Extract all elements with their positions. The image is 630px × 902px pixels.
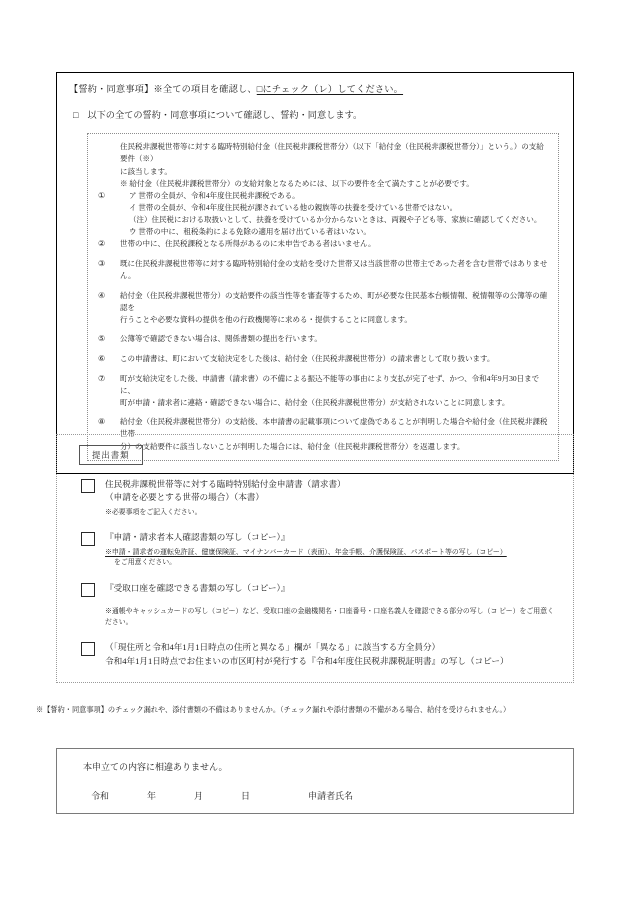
pledge-item-4-number: ④ [98, 290, 106, 300]
document-row-3-line-0: 『受取口座を確認できる書類の写し（コピー）』 [105, 583, 290, 594]
applicant-name-label[interactable]: 申請者氏名 [308, 790, 354, 801]
pledge-item-2-line-0: 世帯の中に、住民税課税となる所得があるのに未申告である者はいません。 [120, 239, 376, 249]
pledge-item-1-number: ① [98, 190, 106, 200]
pledge-item-5-number: ⑤ [98, 334, 106, 343]
pledge-item-7-line-1: 町が申請・請求者に連絡・確認できない場合に、給付金（住民税非課税世帯分）が支給されないことに同意します。 [120, 398, 510, 408]
pledge-item-1-sub-0: ア 世帯の全員が、令和4年度住民税非課税である。 [129, 190, 300, 200]
document-row-2[interactable] [81, 531, 559, 569]
era-label: 令和 [91, 790, 110, 801]
submission-documents-box [56, 434, 574, 683]
document-row-4-line-1: 令和4年1月1日時点でお住まいの市区町村が発行する『令和4年度住民税非課税証明書』の写し（コピー） [105, 655, 509, 666]
pledge-item-7-number: ⑦ [98, 373, 106, 383]
document-row-2-note-underlined: ※申請・請求者の運転免許証、健康保険証、マイナンバーカード（表面）、年金手帳、介護保険証、パスポート等の写し（コピー） [105, 548, 507, 556]
agree-all-row[interactable] [73, 109, 561, 122]
day-label[interactable]: 日 [241, 790, 251, 801]
pledge-item-4-line-1: 行うことや必要な資料の提供を他の行政機関等に求める・提供することに同意します。 [120, 314, 412, 324]
document-checkbox-1[interactable] [81, 479, 95, 493]
pledge-item-1-lead-0: 住民税非課税世帯等に対する臨時特別給付金（住民税非課税世帯分）（以下「給付金（住民税非課税世帯分）」という。）の支給要件（※） [120, 142, 544, 164]
document-row-1[interactable] [81, 478, 559, 518]
document-checkbox-4[interactable] [81, 642, 95, 656]
month-label[interactable]: 月 [194, 790, 204, 801]
pledge-item-1 [94, 141, 550, 238]
document-row-3[interactable] [81, 582, 559, 597]
document-row-3-note-rest: など、受取口座の金融機関名・口座番号・口座名義人を確認できる部分の写し（コ [242, 608, 498, 616]
pledge-item-1-sub-3: ウ 世帯の中に、租税条約による免除の適用を届け出ている者はいない。 [129, 227, 371, 237]
pledge-heading [69, 83, 561, 96]
warning-note: ※【誓約・同意事項】のチェック漏れや、添付書類の不備はありませんか。（チェック漏れや添付書類の不備がある場合、給付を受けられません。） [36, 706, 511, 714]
pledge-item-1-sub-2: （注）住民税における取扱いとして、扶養を受けているか分からないときは、両親や子ども等、家族に確認してください。 [129, 215, 542, 225]
year-label[interactable]: 年 [147, 790, 157, 801]
document-row-3-note-underlined: ※通帳やキャッシュカードの写し（コピー） [105, 608, 243, 616]
submission-documents-tag: 提出書類 [79, 445, 143, 465]
pledge-item-5-line-0: 公簿等で確認できない場合は、関係書類の提出を行います。 [120, 334, 322, 343]
pledge-consent-box [56, 72, 574, 474]
pledge-item-1-lead-2: ※ 給付金（住民税非課税世帯分）の支給対象となるためには、以下の要件を全て満たすことが必要です。 [120, 178, 474, 188]
pledge-item-7-line-0: 町が支給決定をした後、申請書（請求書）の不備による振込不能等の事由により支払が完了せず、かつ、令和4年9月30日までに、 [120, 373, 540, 396]
document-row-1-line-0: 住民税非課税世帯等に対する臨時特別給付金申請書（請求書） [105, 479, 346, 489]
signature-fields-row [91, 789, 573, 802]
document-row-1-line-1: （申請を必要とする世帯の場合）（本書） [105, 492, 264, 503]
pledge-item-8-line-1: 分）の支給要件に該当しないことが判明した場合には、給付金（住民税非課税世帯分）を返還します。 [120, 441, 465, 451]
document-checkbox-2[interactable] [81, 532, 95, 546]
document-checkbox-3[interactable] [81, 583, 95, 597]
pledge-item-8-line-0: 給付金（住民税非課税世帯分）の支給後、本申請書の記載事項について虚偽であることが判明した場合や給付金（住民税非課税世帯 [120, 417, 548, 439]
pledge-item-3-line-0: 既に住民税非課税世帯等に対する臨時特別給付金の支給を受けた世帯又は当該世帯の世帯主であった者を含む世帯ではありません。 [120, 259, 548, 281]
document-row-4-line-0: （「現住所と令和4年1月1日時点の住所と異なる」欄が「異なる」に該当する方全員分） [105, 642, 441, 653]
pledge-item-2-number: ② [98, 239, 106, 249]
pledge-item-6-line-0: この申請書は、町において支給決定をした後は、給付金（住民税非課税世帯分）の請求書として取り扱います。 [120, 353, 495, 363]
pledge-item-3 [94, 258, 550, 282]
checkbox-icon[interactable]: □ [73, 110, 79, 121]
pledge-item-1-sub-1: イ 世帯の全員が、令和4年度住民税が課されている他の親族等の扶養を受けている世帯ではない。 [129, 202, 458, 212]
pledge-item-5 [94, 333, 550, 346]
pledge-items-box [87, 133, 559, 461]
agree-all-label: 以下の全ての誓約・同意事項について確認し、誓約・同意します。 [87, 110, 363, 121]
pledge-item-4 [94, 290, 550, 326]
document-row-4[interactable] [81, 641, 559, 668]
pledge-item-1-lead-1: に該当します。 [120, 166, 172, 176]
pledge-item-3-number: ③ [98, 259, 106, 269]
pledge-item-6 [94, 353, 550, 366]
pledge-item-4-line-0: 給付金（住民税非課税世帯分）の支給要件の該当性等を審査等するため、町が必要な住民基本台帳情報、税情報等の公簿等の確認を [120, 290, 548, 312]
pledge-item-2 [94, 238, 550, 251]
document-row-3-note [105, 607, 559, 628]
pledge-heading-underlined: □にチェック（レ）してください。 [256, 84, 404, 94]
signature-statement: 本申立ての内容に相違ありません。 [83, 762, 228, 772]
pledge-heading-prefix: 【誓約・同意事項】※全ての項目を確認し、 [69, 84, 257, 94]
pledge-item-6-number: ⑥ [98, 353, 106, 363]
document-row-2-note [105, 548, 559, 569]
document-row-1-note: ※必要事項をご記入ください。 [105, 508, 202, 516]
pledge-item-8-number: ⑧ [98, 417, 106, 427]
document-row-2-line-0: 『申請・請求者本人確認書類の写し（コピー）』 [105, 532, 290, 543]
document-row-2-note-second: をご用意ください。 [114, 559, 177, 567]
signature-box [56, 748, 574, 814]
pledge-item-7 [94, 373, 550, 409]
document-row-3-note-second: ピー）をご用意ください。 [105, 608, 554, 626]
